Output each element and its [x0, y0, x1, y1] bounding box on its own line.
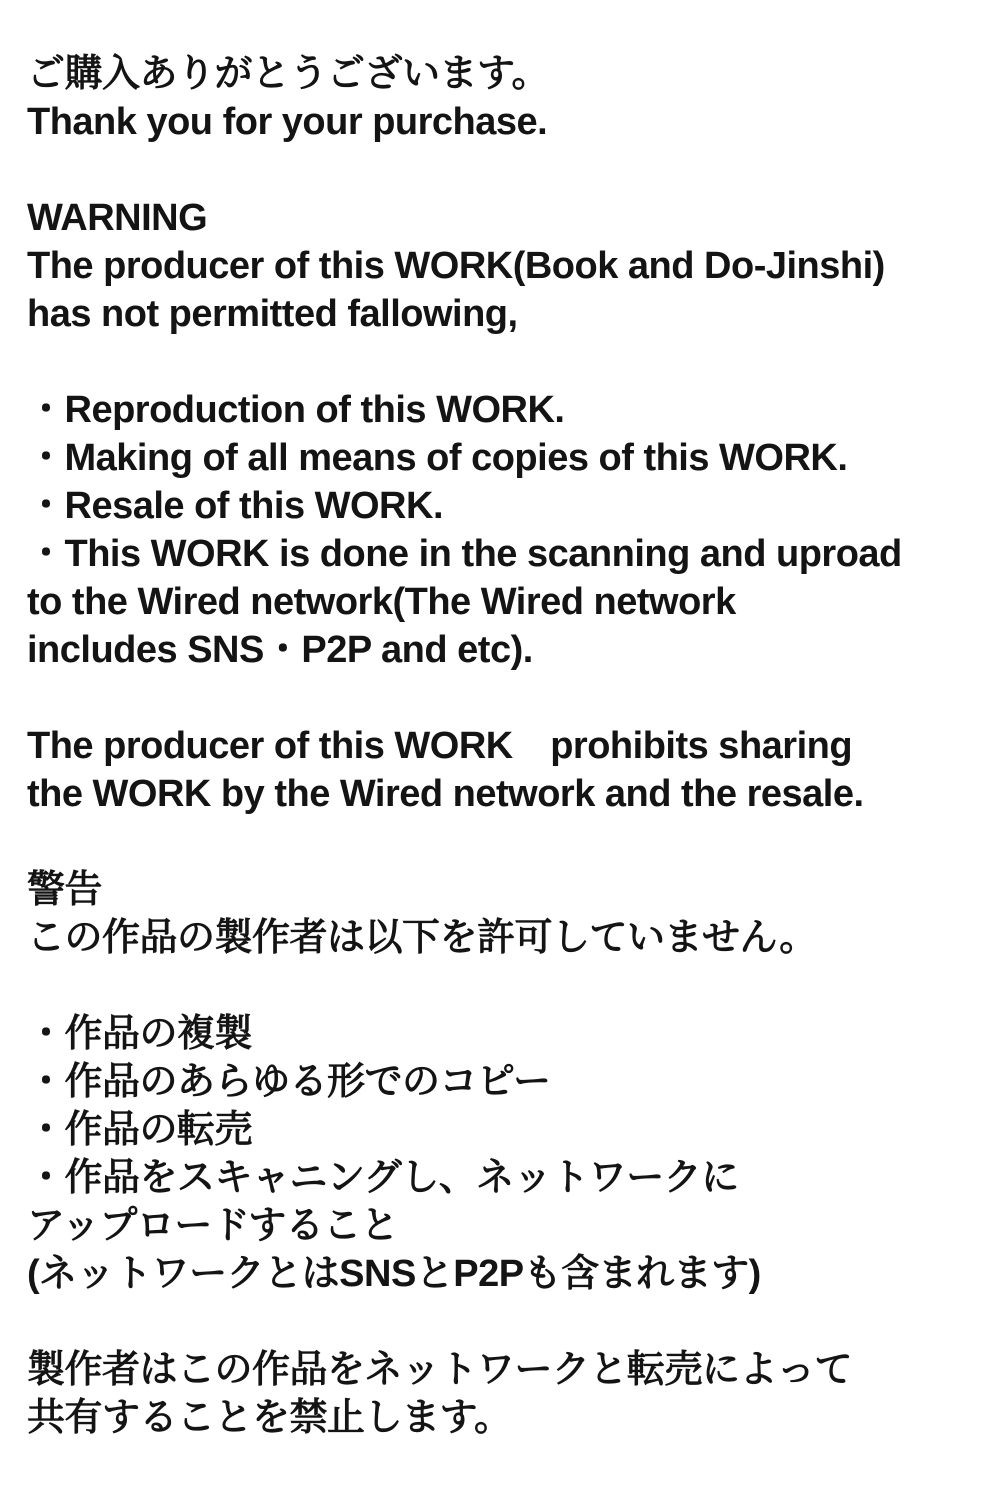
- thanks-line-en: Thank you for your purchase.: [27, 101, 548, 143]
- prohibited-item-jp-upload-line-3: (ネットワークとはSNSとP2Pも含まれます): [27, 1253, 761, 1295]
- prohibition-statement-jp-paragraph: [27, 1346, 992, 1442]
- prohibition-statement-en-paragraph: [27, 722, 992, 818]
- prohibited-list-jp-paragraph: [27, 1010, 992, 1298]
- prohibition-statement-jp-line-2: 共有することを禁止します。: [27, 1397, 512, 1439]
- prohibited-item-reproduction: ・Reproduction of this WORK.: [27, 389, 565, 431]
- prohibition-statement-en-line-2: the WORK by the Wired network and the resale.: [27, 773, 864, 815]
- warning-heading-en-paragraph: [27, 194, 992, 338]
- prohibited-item-upload-line-1: ・This WORK is done in the scanning and uproad: [27, 533, 902, 575]
- warning-body-en-line-1: The producer of this WORK(Book and Do-Jinshi): [27, 245, 885, 287]
- prohibited-item-jp-resale: ・作品の転売: [27, 1109, 253, 1151]
- prohibited-item-jp-upload-line-1: ・作品をスキャニングし、ネットワークに: [27, 1157, 739, 1199]
- thanks-paragraph: [27, 50, 992, 146]
- prohibited-item-jp-reproduction: ・作品の複製: [27, 1013, 253, 1055]
- prohibited-item-upload-line-3: includes SNS・P2P and etc).: [27, 629, 533, 671]
- thanks-line-jp: ご購入ありがとうございます。: [27, 53, 549, 95]
- prohibited-item-resale: ・Resale of this WORK.: [27, 485, 443, 527]
- warning-heading-jp-paragraph: [27, 866, 992, 962]
- prohibited-item-upload-line-2: to the Wired network(The Wired network: [27, 581, 736, 623]
- prohibition-statement-en-line-1: The producer of this WORK prohibits sharing: [27, 725, 853, 767]
- prohibited-item-jp-upload-line-2: アップロードすること: [27, 1205, 399, 1247]
- prohibited-item-copies: ・Making of all means of copies of this WORK.: [27, 437, 848, 479]
- warning-title-jp: 警告: [27, 869, 103, 911]
- prohibited-item-jp-copies: ・作品のあらゆる形でのコピー: [27, 1061, 551, 1103]
- warning-body-jp: この作品の製作者は以下を許可していません。: [27, 917, 817, 959]
- prohibited-list-en-paragraph: [27, 386, 992, 674]
- warning-body-en-line-2: has not permitted fallowing,: [27, 293, 518, 335]
- warning-title-en: WARNING: [27, 197, 208, 239]
- prohibition-statement-jp-line-1: 製作者はこの作品をネットワークと転売によって: [27, 1349, 853, 1391]
